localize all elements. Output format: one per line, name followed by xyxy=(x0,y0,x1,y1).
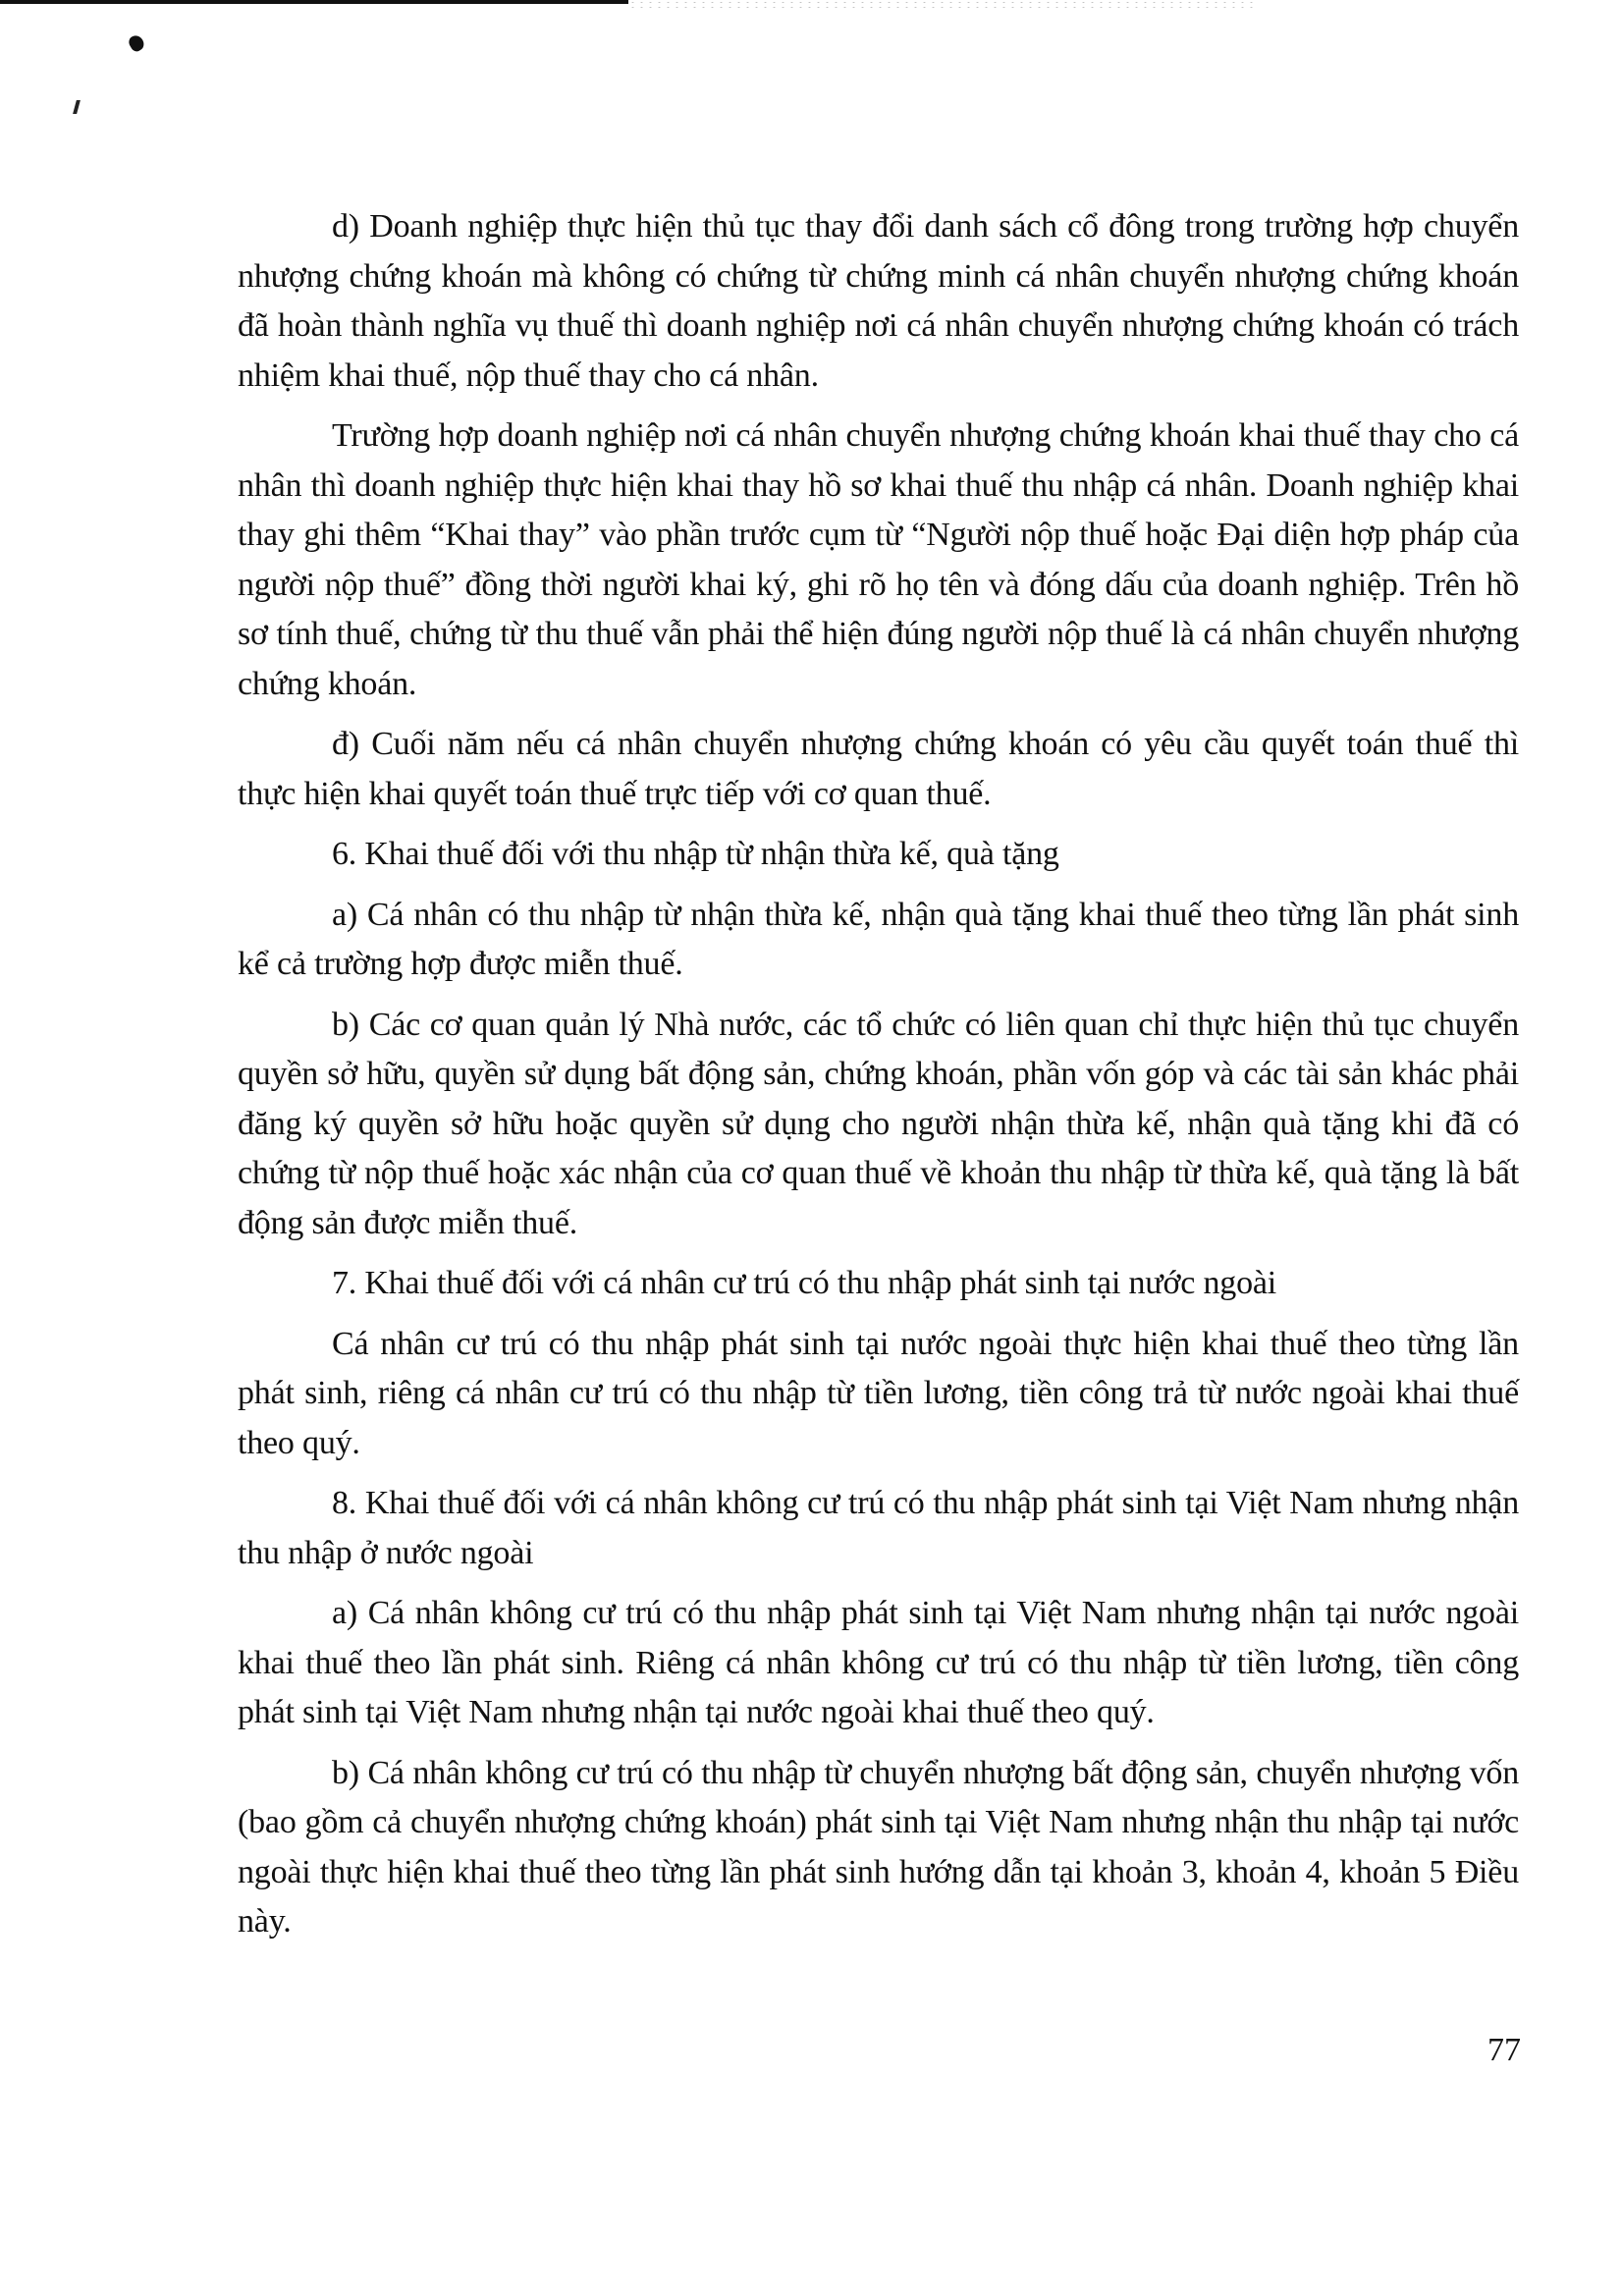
page-number: 77 xyxy=(1487,2032,1521,2068)
pen-tick-mark xyxy=(73,100,81,114)
paragraph-8b: b) Cá nhân không cư trú có thu nhập từ chuyển nhượng bất động sản, chuyển nhượng vốn (bao gồm cả chuyển nhượng chứng khoán) phát sinh tại Việt Nam nhưng nhận thu nhập tại nước ngoài thực hiện khai thuế theo từng lần phát sinh hướng dẫn tại khoản 3, khoản 4, khoản 5 Điều này. xyxy=(238,1754,1519,1940)
paragraph-enterprise-declares-on-behalf: Trường hợp doanh nghiệp nơi cá nhân chuyển nhượng chứng khoán khai thuế thay cho cá nhân thì doanh nghiệp thực hiện khai thay hồ sơ khai thuế thu nhập cá nhân. Doanh nghiệp khai thay ghi thêm “Khai thay” vào phần trước cụm từ “Người nộp thuế hoặc Đại diện hợp pháp của người nộp thuế” đồng thời người khai ký, ghi rõ họ tên và đóng dấu của doanh nghiệp. Trên hồ sơ tính thuế, chứng từ thu thuế vẫn phải thể hiện đúng người nộp thuế là cá nhân chuyển nhượng chứng khoán. xyxy=(238,417,1519,702)
scan-top-edge xyxy=(0,0,628,4)
section-heading-8: 8. Khai thuế đối với cá nhân không cư trú có thu nhập phát sinh tại Việt Nam nhưng nhận thu nhập ở nước ngoài xyxy=(238,1485,1519,1571)
paragraph-6b: b) Các cơ quan quản lý Nhà nước, các tổ chức có liên quan chỉ thực hiện thủ tục chuyển quyền sở hữu, quyền sử dụng bất động sản, chứng khoán, phần vốn góp và các tài sản khác phải đăng ký quyền sở hữu hoặc quyền sử dụng cho người nhận thừa kế, nhận quà tặng khi đã có chứng từ nộp thuế hoặc xác nhận của cơ quan thuế về khoản thu nhập từ thừa kế, quà tặng là bất động sản được miễn thuế. xyxy=(238,1006,1519,1241)
scan-noise xyxy=(628,0,1257,8)
paragraph-dd-year-end-finalization: đ) Cuối năm nếu cá nhân chuyển nhượng chứng khoán có yêu cầu quyết toán thuế thì thực hiện khai quyết toán thuế trực tiếp với cơ quan thuế. xyxy=(238,726,1519,812)
section-heading-7: 7. Khai thuế đối với cá nhân cư trú có thu nhập phát sinh tại nước ngoài xyxy=(332,1265,1277,1301)
paragraph-7-body: Cá nhân cư trú có thu nhập phát sinh tại nước ngoài thực hiện khai thuế theo từng lần phát sinh, riêng cá nhân cư trú có thu nhập từ tiền lương, tiền công trả từ nước ngoài khai thuế theo quý. xyxy=(238,1325,1519,1461)
ink-blot-mark xyxy=(127,33,146,54)
section-heading-6: 6. Khai thuế đối với thu nhập từ nhận thừa kế, quà tặng xyxy=(332,836,1059,872)
paragraph-d-share-transfer: d) Doanh nghiệp thực hiện thủ tục thay đổi danh sách cổ đông trong trường hợp chuyển nhượng chứng khoán mà không có chứng từ chứng minh cá nhân chuyển nhượng chứng khoán đã hoàn thành nghĩa vụ thuế thì doanh nghiệp nơi cá nhân chuyển nhượng chứng khoán có trách nhiệm khai thuế, nộp thuế thay cho cá nhân. xyxy=(238,208,1519,394)
paragraph-8a: a) Cá nhân không cư trú có thu nhập phát sinh tại Việt Nam nhưng nhận tại nước ngoài khai thuế theo lần phát sinh. Riêng cá nhân không cư trú có thu nhập từ tiền lương, tiền công phát sinh tại Việt Nam nhưng nhận tại nước ngoài khai thuế theo quý. xyxy=(238,1595,1519,1730)
paragraph-6a: a) Cá nhân có thu nhập từ nhận thừa kế, nhận quà tặng khai thuế theo từng lần phát sinh kể cả trường hợp được miễn thuế. xyxy=(238,896,1519,982)
document-body xyxy=(238,202,1519,1958)
